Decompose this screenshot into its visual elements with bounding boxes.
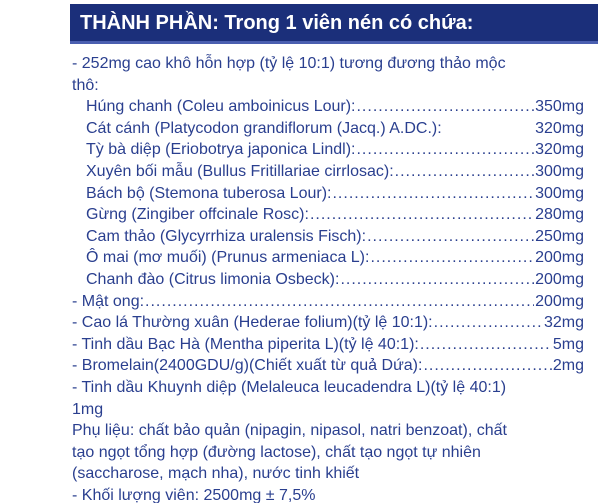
leader-dots: [310, 204, 534, 226]
ingredient-name: Cam thảo (Glycyrrhiza uralensis Fisch):: [86, 227, 367, 245]
section-header: [70, 4, 598, 44]
ingredient-name: Cát cánh (Platycodon grandiflorum (Jacq.) A.DC.):: [86, 119, 442, 137]
leader-dots: [145, 291, 534, 313]
section-title: THÀNH PHẦN: Trong 1 viên nén có chứa:: [80, 12, 474, 34]
ingredient-row: [72, 312, 584, 334]
leader-dots: [356, 139, 534, 161]
ingredient-amount: 320mg: [535, 141, 584, 159]
ingredient-name: Gừng (Zingiber offcinale Rosc):: [86, 206, 309, 224]
ingredient-amount: 200mg: [535, 249, 584, 267]
excipients-line-3: (saccharose, mạch nha), nước tinh khiết: [72, 465, 360, 483]
ingredient-name: Bách bộ (Stemona tuberosa Lour):: [86, 184, 332, 202]
leader-dots: [332, 183, 534, 205]
ingredient-name: - Mật ong:: [72, 292, 145, 310]
leader-dots: [420, 334, 552, 356]
eucalyptus-line-2: 1mg: [72, 400, 104, 418]
tablet-weight: - Khối lượng viên: 2500mg ± 7,5%: [72, 486, 316, 503]
ingredient-amount: 5mg: [552, 335, 584, 353]
intro-line-1: - 252mg cao khô hỗn hợp (tỷ lệ 10:1) tương đương thảo mộc: [72, 55, 506, 72]
ingredient-row: [86, 183, 584, 205]
ingredient-amount: 320mg: [535, 119, 584, 137]
ingredient-amount: 200mg: [535, 292, 584, 310]
intro-line-2: thô:: [72, 76, 99, 94]
leader-dots: [423, 355, 551, 377]
ingredient-amount: 32mg: [543, 314, 584, 332]
ingredient-amount: 200mg: [535, 270, 584, 288]
eucalyptus-line-1: - Tinh dầu Khuynh diệp (Melaleuca leucadendra L)(tỷ lệ 40:1): [72, 378, 507, 396]
ingredient-row: [86, 204, 584, 226]
ingredient-name: Xuyên bối mẫu (Bullus Fritillariae cirrlosac):: [86, 162, 394, 180]
leader-dots: [340, 269, 534, 291]
excipients-line-2: tạo ngọt tổng hợp (đường lactose), chất tạo ngọt tự nhiên: [72, 443, 481, 461]
leader-dots: [434, 312, 543, 334]
ingredient-row: [72, 355, 584, 377]
ingredient-name: - Tinh dầu Bạc Hà (Mentha piperita L)(tỷ lệ 40:1):: [72, 335, 419, 353]
ingredient-amount: 350mg: [535, 98, 584, 116]
ingredient-name: - Bromelain(2400GDU/g)(Chiết xuất từ quả Dứa):: [72, 357, 423, 375]
excipients-line-1: Phụ liệu: chất bảo quản (nipagin, nipasol, natri benzoat), chất: [72, 422, 507, 440]
herb-list: [72, 96, 598, 290]
leader-dots: [370, 247, 534, 269]
ingredient-row: [86, 161, 584, 183]
ingredient-amount: 2mg: [552, 357, 584, 375]
ingredient-row: [86, 226, 584, 248]
ingredient-name: Chanh đào (Citrus limonia Osbeck):: [86, 270, 340, 288]
leader-dots: [395, 161, 534, 183]
ingredient-name: Ô mai (mơ muối) (Prunus armeniaca L):: [86, 249, 370, 267]
ingredient-row: [86, 139, 584, 161]
leader-dots: [367, 226, 534, 248]
leader-dots: [356, 96, 534, 118]
ingredient-name: - Cao lá Thường xuân (Hederae folium)(tỷ lệ 10:1):: [72, 314, 433, 332]
ingredient-row: [72, 291, 584, 313]
ingredients-content: [72, 53, 598, 503]
ingredient-amount: 250mg: [535, 227, 584, 245]
ingredient-amount: 300mg: [535, 184, 584, 202]
ingredient-row: [86, 269, 584, 291]
ingredient-amount: 280mg: [535, 206, 584, 224]
ingredient-row: [86, 118, 584, 140]
ingredient-row: [86, 247, 584, 269]
ingredient-row: [86, 96, 584, 118]
ingredient-name: Húng chanh (Coleu amboinicus Lour):: [86, 98, 356, 116]
ingredient-row: [72, 334, 584, 356]
ingredient-name: Tỳ bà diệp (Eriobotrya japonica Lindl):: [86, 141, 356, 159]
ingredient-amount: 300mg: [535, 162, 584, 180]
